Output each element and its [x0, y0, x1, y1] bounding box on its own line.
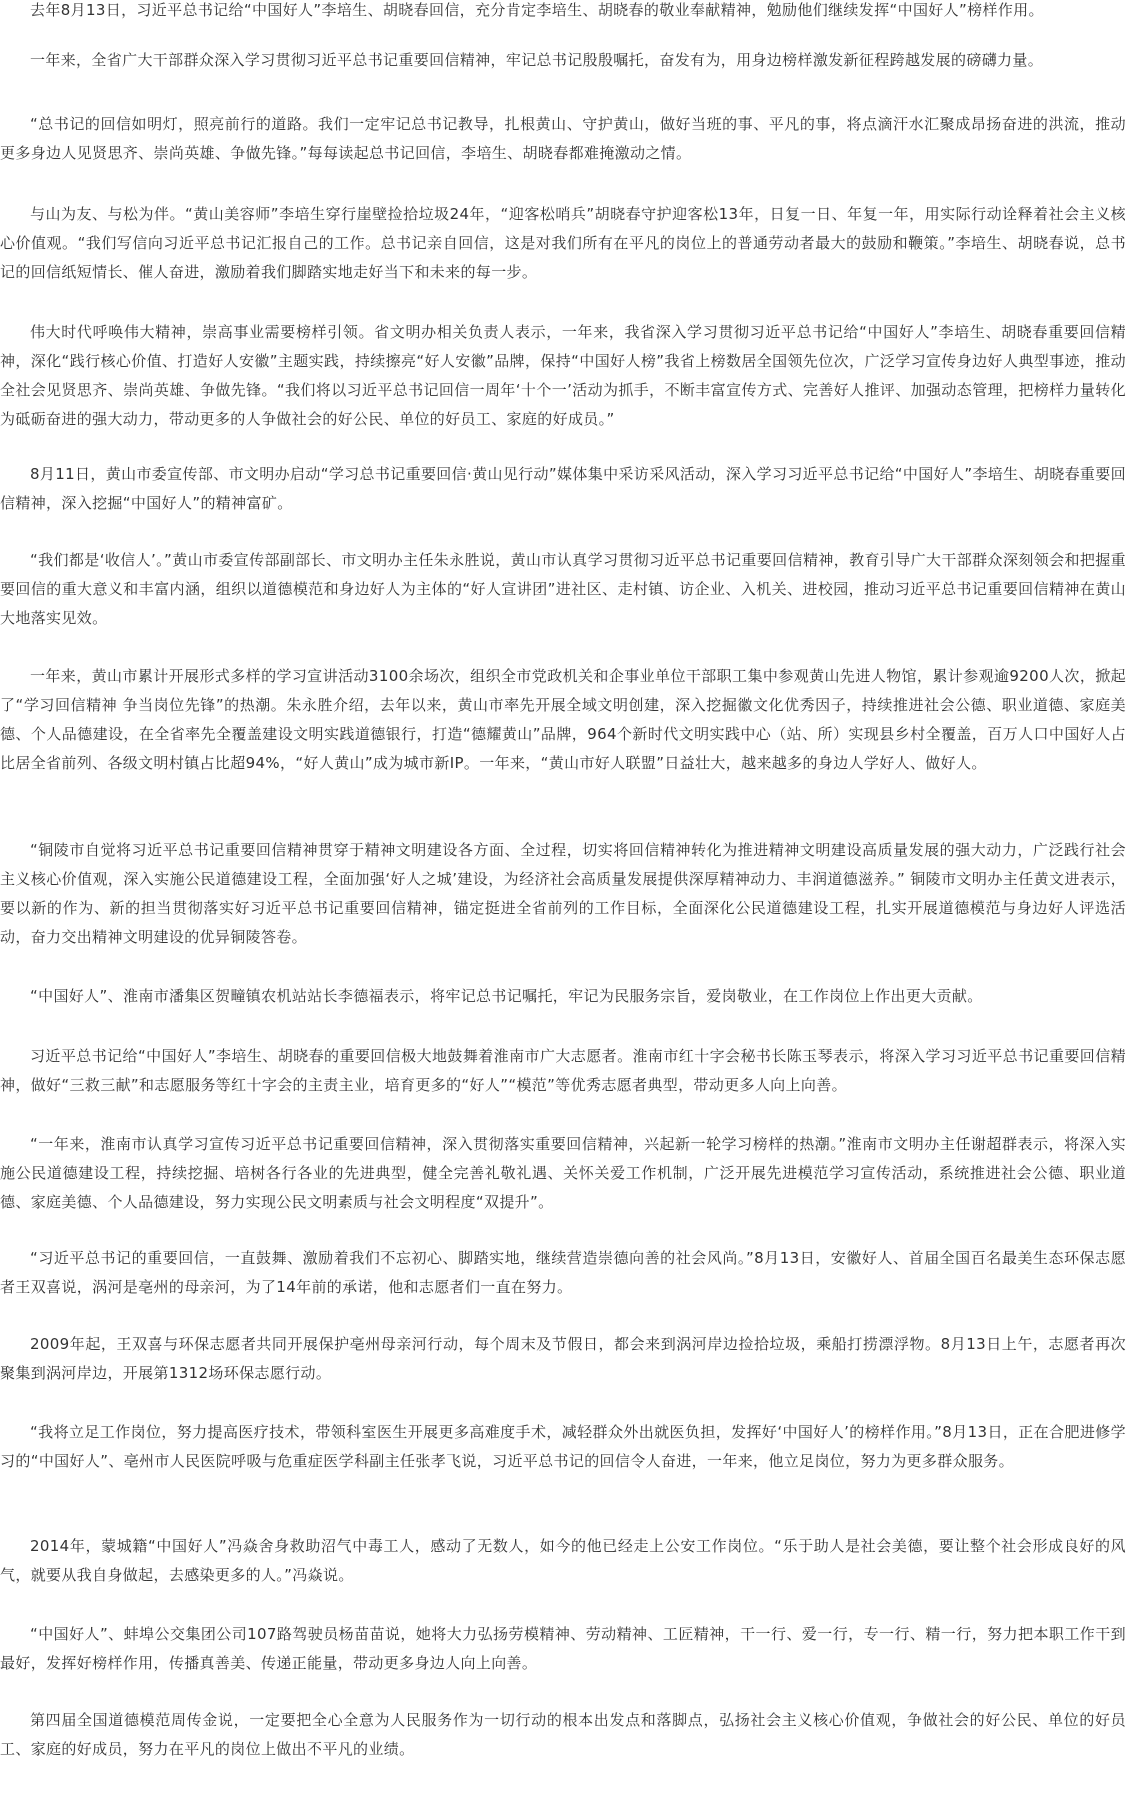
paragraph: 与山为友、与松为伴。“黄山美容师”李培生穿行崖壁捡拾垃圾24年，“迎客松哨兵”胡晓春守护迎客松13年，日复一日、年复一年，用实际行动诠释着社会主义核心价值观。“我们写信向习近平总书记汇报自己的工作。总书记亲自回信，这是对我们所有在平凡的岗位上的普通劳动者最大的鼓励和鞭策。”李培生、胡晓春说，总书记的回信纸短情长、催人奋进，激励着我们脚踏实地走好当下和未来的每一步。	[0, 205, 1126, 281]
paragraph: 一年来，黄山市累计开展形式多样的学习宣讲活动3100余场次，组织全市党政机关和企事业单位干部职工集中参观黄山先进人物馆，累计参观逾9200人次，掀起了“学习回信精神 争当岗位先锋”的热潮。朱永胜介绍，去年以来，黄山市率先开展全域文明创建，深入挖掘徽文化优秀因子，持续推进社会公德、职业道德、家庭美德、个人品德建设，在全省率先全覆盖建设文明实践道德银行，打造“德耀黄山”品牌，964个新时代文明实践中心（站、所）实现县乡村全覆盖，百万人口中国好人占比居全省前列、各级文明村镇占比超94%，“好人黄山”成为城市新IP。一年来，“黄山市好人联盟”日益壮大，越来越多的身边人学好人、做好人。	[0, 667, 1126, 772]
paragraph: “我将立足工作岗位，努力提高医疗技术，带领科室医生开展更多高难度手术，减轻群众外出就医负担，发挥好‘中国好人’的榜样作用。”8月13日，正在合肥进修学习的“中国好人”、亳州市人民医院呼吸与危重症医学科副主任张孝飞说，习近平总书记的回信令人奋进，一年来，他立足岗位，努力为更多群众服务。	[0, 1423, 1126, 1470]
paragraph: 2014年，蒙城籍“中国好人”冯焱舍身救助沼气中毒工人，感动了无数人，如今的他已经走上公安工作岗位。“乐于助人是社会美德，要让整个社会形成良好的风气，就要从我自身做起，去感染更多的人。”冯焱说。	[0, 1537, 1126, 1584]
paragraph: “中国好人”、蚌埠公交集团公司107路驾驶员杨苗苗说，她将大力弘扬劳模精神、劳动精神、工匠精神，干一行、爱一行，专一行、精一行，努力把本职工作干到最好，发挥好榜样作用，传播真善美、传递正能量，带动更多身边人向上向善。	[0, 1625, 1126, 1672]
paragraph: “习近平总书记的重要回信，一直鼓舞、激励着我们不忘初心、脚踏实地，继续营造崇德向善的社会风尚。”8月13日，安徽好人、首届全国百名最美生态环保志愿者王双喜说，涡河是亳州的母亲河，为了14年前的承诺，他和志愿者们一直在努力。	[0, 1249, 1126, 1296]
paragraph: 2009年起，王双喜与环保志愿者共同开展保护亳州母亲河行动，每个周末及节假日，都会来到涡河岸边捡拾垃圾，乘船打捞漂浮物。8月13日上午，志愿者再次聚集到涡河岸边，开展第1312场环保志愿行动。	[0, 1335, 1126, 1382]
paragraph: “一年来，淮南市认真学习宣传习近平总书记重要回信精神，深入贯彻落实重要回信精神，兴起新一轮学习榜样的热潮。”淮南市文明办主任谢超群表示，将深入实施公民道德建设工程，持续挖掘、培树各行各业的先进典型，健全完善礼敬礼遇、关怀关爱工作机制，广泛开展先进模范学习宣传活动，系统推进社会公德、职业道德、家庭美德、个人品德建设，努力实现公民文明素质与社会文明程度“双提升”。	[0, 1135, 1126, 1211]
paragraph: 去年8月13日，习近平总书记给“中国好人”李培生、胡晓春回信，充分肯定李培生、胡晓春的敬业奉献精神，勉励他们继续发挥“中国好人”榜样作用。	[30, 1, 1044, 19]
paragraph: 第四届全国道德模范周传金说，一定要把全心全意为人民服务作为一切行动的根本出发点和落脚点，弘扬社会主义核心价值观，争做社会的好公民、单位的好员工、家庭的好成员，努力在平凡的岗位上做出不平凡的业绩。	[0, 1711, 1126, 1758]
paragraph: 一年来，全省广大干部群众深入学习贯彻习近平总书记重要回信精神，牢记总书记殷殷嘱托，奋发有为，用身边榜样激发新征程跨越发展的磅礴力量。	[30, 51, 1044, 69]
paragraph: “我们都是‘收信人’。”黄山市委宣传部副部长、市文明办主任朱永胜说，黄山市认真学习贯彻习近平总书记重要回信精神，教育引导广大干部群众深刻领会和把握重要回信的重大意义和丰富内涵，组织以道德模范和身边好人为主体的“好人宣讲团”进社区、走村镇、访企业、入机关、进校园，推动习近平总书记重要回信精神在黄山大地落实见效。	[0, 551, 1126, 627]
paragraph: 8月11日，黄山市委宣传部、市文明办启动“学习总书记重要回信·黄山见行动”媒体集中采访采风活动，深入学习习近平总书记给“中国好人”李培生、胡晓春重要回信精神，深入挖掘“中国好人”的精神富矿。	[0, 465, 1126, 512]
paragraph: “铜陵市自觉将习近平总书记重要回信精神贯穿于精神文明建设各方面、全过程，切实将回信精神转化为推进精神文明建设高质量发展的强大动力，广泛践行社会主义核心价值观，深入实施公民道德建设工程，全面加强‘好人之城’建设，为经济社会高质量发展提供深厚精神动力、丰润道德滋养。” 铜陵市文明办主任黄文进表示，要以新的作为、新的担当贯彻落实好习近平总书记重要回信精神，锚定挺进全省前列的工作目标，全面深化公民道德建设工程，扎实开展道德模范与身边好人评选活动，奋力交出精神文明建设的优异铜陵答卷。	[0, 841, 1126, 946]
paragraph: “中国好人”、淮南市潘集区贺疃镇农机站站长李德福表示，将牢记总书记嘱托，牢记为民服务宗旨，爱岗敬业，在工作岗位上作出更大贡献。	[30, 987, 983, 1005]
paragraph: 伟大时代呼唤伟大精神，崇高事业需要榜样引领。省文明办相关负责人表示，一年来，我省深入学习贯彻习近平总书记给“中国好人”李培生、胡晓春重要回信精神，深化“践行核心价值、打造好人安徽”主题实践，持续擦亮“好人安徽”品牌，保持“中国好人榜”我省上榜数居全国领先位次，广泛学习宣传身边好人典型事迹，推动全社会见贤思齐、崇尚英雄、争做先锋。“我们将以习近平总书记回信一周年‘十个一’活动为抓手，不断丰富宣传方式、完善好人推评、加强动态管理，把榜样力量转化为砥砺奋进的强大动力，带动更多的人争做社会的好公民、单位的好员工、家庭的好成员。”	[0, 323, 1126, 428]
paragraph: 习近平总书记给“中国好人”李培生、胡晓春的重要回信极大地鼓舞着淮南市广大志愿者。淮南市红十字会秘书长陈玉琴表示，将深入学习习近平总书记重要回信精神，做好“三救三献”和志愿服务等红十字会的主责主业，培育更多的“好人”“模范”等优秀志愿者典型，带动更多人向上向善。	[0, 1047, 1126, 1094]
paragraph: “总书记的回信如明灯，照亮前行的道路。我们一定牢记总书记教导，扎根黄山、守护黄山，做好当班的事、平凡的事，将点滴汗水汇聚成昂扬奋进的洪流，推动更多身边人见贤思齐、崇尚英雄、争做先锋。”每每读起总书记回信，李培生、胡晓春都难掩激动之情。	[0, 115, 1126, 162]
